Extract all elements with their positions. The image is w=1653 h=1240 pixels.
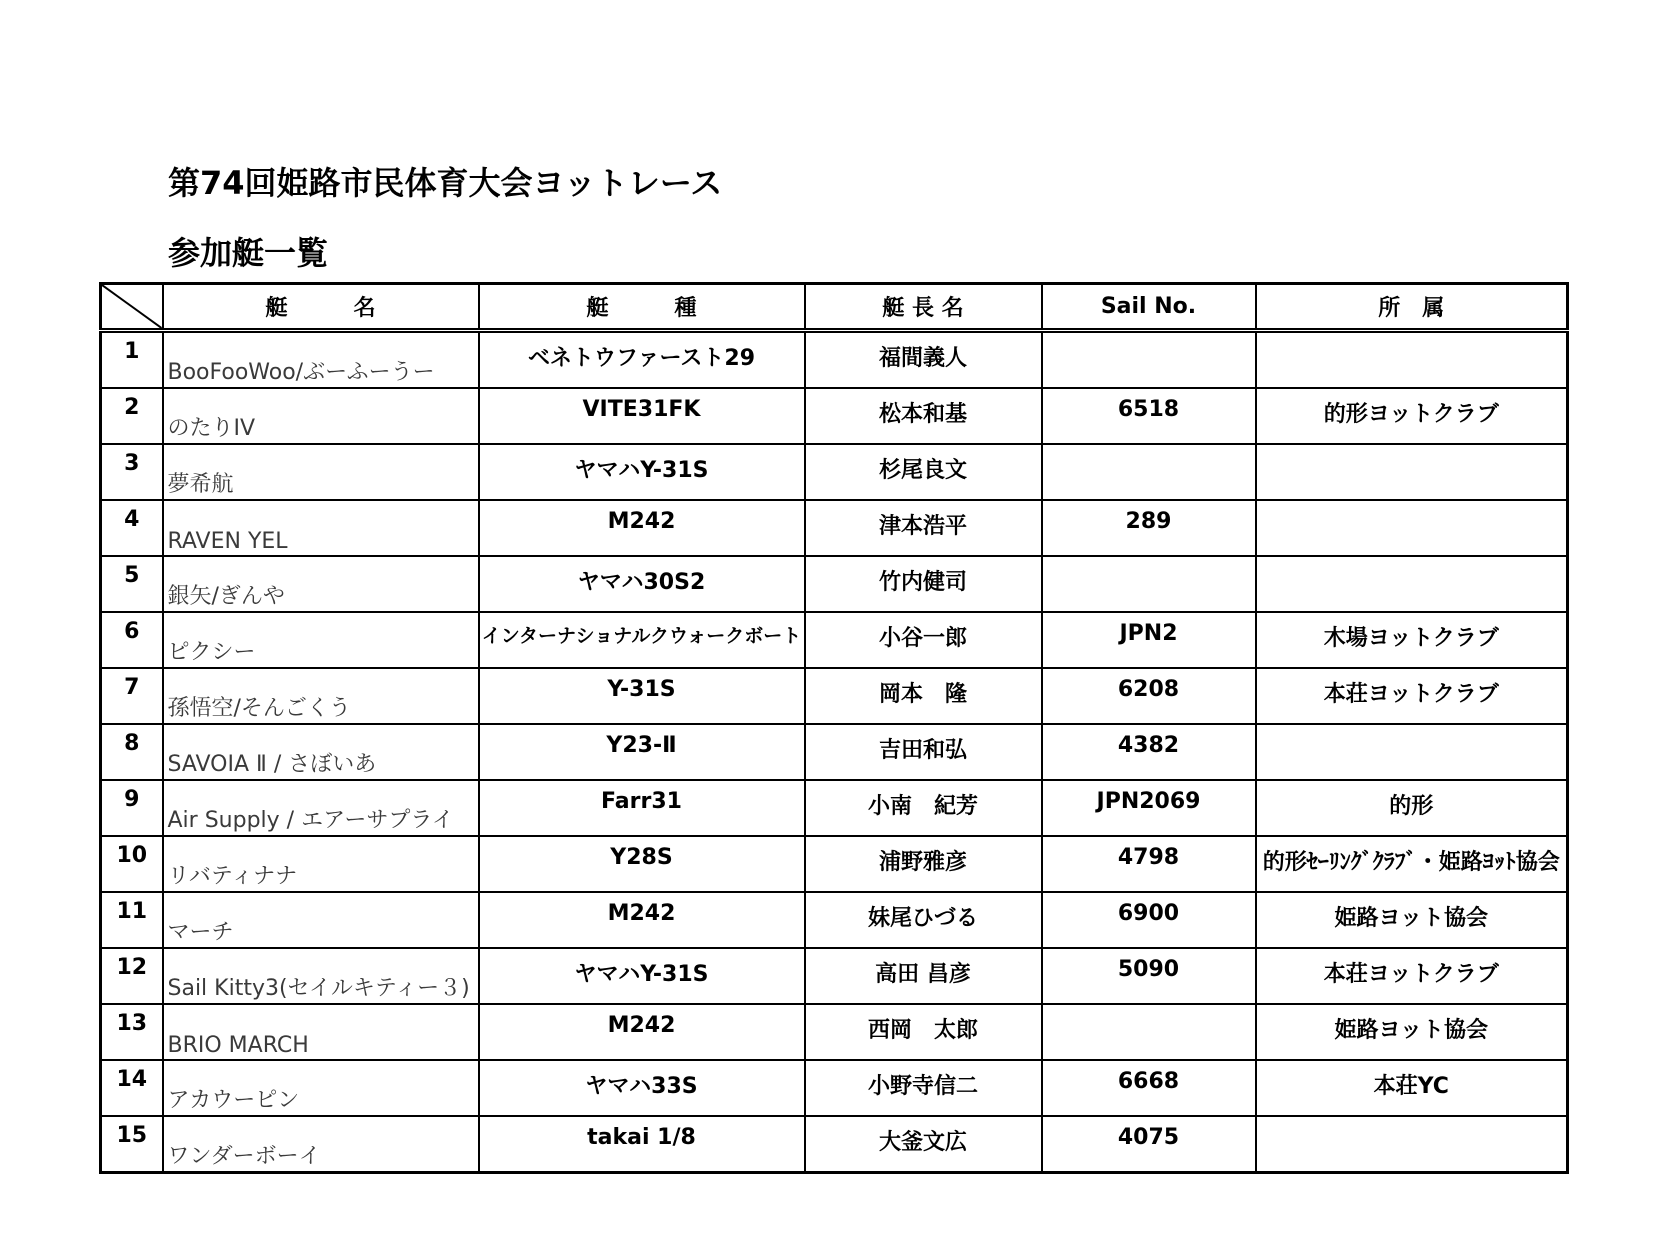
skipper-name: 高田 昌彦 [805, 948, 1042, 1004]
skipper-name: 杉尾良文 [805, 444, 1042, 500]
boat-name: BRIO MARCH [163, 1004, 479, 1060]
row-number: 1 [101, 331, 163, 389]
table-header-row [101, 284, 1568, 331]
club-name: 本荘ヨットクラブ [1256, 668, 1568, 724]
boat-type: VITE31FK [479, 388, 805, 444]
boat-name: アカウーピン [163, 1060, 479, 1116]
skipper-name: 竹内健司 [805, 556, 1042, 612]
table-row [101, 444, 1568, 500]
skipper-name: 浦野雅彦 [805, 836, 1042, 892]
sail-number [1042, 331, 1256, 389]
header-corner-cell [101, 284, 163, 331]
skipper-name: 福間義人 [805, 331, 1042, 389]
skipper-name: 小谷一郎 [805, 612, 1042, 668]
club-name: 的形ヨットクラブ [1256, 388, 1568, 444]
boat-name: 孫悟空/そんごくう [163, 668, 479, 724]
boat-type: Y-31S [479, 668, 805, 724]
boat-name: Air Supply / エアーサプライ [163, 780, 479, 836]
sail-number: JPN2069 [1042, 780, 1256, 836]
boat-type: ヤマハY-31S [479, 948, 805, 1004]
skipper-name: 小南 紀芳 [805, 780, 1042, 836]
boat-type: インターナショナルクウォークボート [479, 612, 805, 668]
table-row [101, 331, 1568, 389]
club-name: 姫路ヨット協会 [1256, 1004, 1568, 1060]
row-number: 14 [101, 1060, 163, 1116]
table-row [101, 948, 1568, 1004]
skipper-name: 妹尾ひづる [805, 892, 1042, 948]
row-number: 12 [101, 948, 163, 1004]
boat-name: リバティナナ [163, 836, 479, 892]
sail-number: 4382 [1042, 724, 1256, 780]
table-row [101, 724, 1568, 780]
table-row [101, 668, 1568, 724]
club-name: 本荘YC [1256, 1060, 1568, 1116]
boat-type: Y28S [479, 836, 805, 892]
boat-name: Sail Kitty3(セイルキティー３) [163, 948, 479, 1004]
club-name: 姫路ヨット協会 [1256, 892, 1568, 948]
skipper-name: 岡本 隆 [805, 668, 1042, 724]
skipper-name: 西岡 太郎 [805, 1004, 1042, 1060]
boat-name: SAVOIA Ⅱ / さぼいあ [163, 724, 479, 780]
row-number: 10 [101, 836, 163, 892]
table-row [101, 1116, 1568, 1173]
boat-name: ワンダーボーイ [163, 1116, 479, 1173]
club-name [1256, 331, 1568, 389]
entry-table [99, 282, 1569, 1174]
table-row [101, 892, 1568, 948]
sail-number: 5090 [1042, 948, 1256, 1004]
club-name: 的形 [1256, 780, 1568, 836]
club-name [1256, 556, 1568, 612]
page-subtitle: 参加艇一覧 [168, 234, 329, 272]
header-sail-no: Sail No. [1042, 284, 1256, 331]
row-number: 15 [101, 1116, 163, 1173]
row-number: 11 [101, 892, 163, 948]
skipper-name: 松本和基 [805, 388, 1042, 444]
sail-number: 4075 [1042, 1116, 1256, 1173]
row-number: 7 [101, 668, 163, 724]
club-name [1256, 444, 1568, 500]
row-number: 4 [101, 500, 163, 556]
club-name [1256, 500, 1568, 556]
sail-number [1042, 1004, 1256, 1060]
sail-number: 6900 [1042, 892, 1256, 948]
boat-type: ベネトウファースト29 [479, 331, 805, 389]
table-row [101, 612, 1568, 668]
row-number: 6 [101, 612, 163, 668]
row-number: 13 [101, 1004, 163, 1060]
club-name: 木場ヨットクラブ [1256, 612, 1568, 668]
club-name [1256, 1116, 1568, 1173]
club-name: 本荘ヨットクラブ [1256, 948, 1568, 1004]
boat-type: ヤマハ33S [479, 1060, 805, 1116]
boat-type: ヤマハY-31S [479, 444, 805, 500]
boat-type: Farr31 [479, 780, 805, 836]
sail-number: 6208 [1042, 668, 1256, 724]
boat-type: M242 [479, 892, 805, 948]
skipper-name: 吉田和弘 [805, 724, 1042, 780]
boat-type: Y23-Ⅱ [479, 724, 805, 780]
boat-name: RAVEN YEL [163, 500, 479, 556]
skipper-name: 小野寺信二 [805, 1060, 1042, 1116]
header-skipper: 艇 長 名 [805, 284, 1042, 331]
boat-type: ヤマハ30S2 [479, 556, 805, 612]
boat-name: ピクシー [163, 612, 479, 668]
header-boat-name: 艇 名 [163, 284, 479, 331]
sail-number [1042, 556, 1256, 612]
table-row [101, 836, 1568, 892]
boat-type: M242 [479, 1004, 805, 1060]
table-row [101, 780, 1568, 836]
boat-type: M242 [479, 500, 805, 556]
sail-number: 6518 [1042, 388, 1256, 444]
sail-number: 289 [1042, 500, 1256, 556]
boat-name: BooFooWoo/ぶーふーうー [163, 331, 479, 389]
skipper-name: 津本浩平 [805, 500, 1042, 556]
sail-number: JPN2 [1042, 612, 1256, 668]
boat-type: takai 1/8 [479, 1116, 805, 1173]
club-name: 的形ｾｰﾘﾝｸﾞｸﾗﾌﾞ・姫路ﾖｯﾄ協会 [1256, 836, 1568, 892]
row-number: 8 [101, 724, 163, 780]
row-number: 5 [101, 556, 163, 612]
diagonal-line [102, 285, 162, 328]
boat-name: 夢希航 [163, 444, 479, 500]
row-number: 9 [101, 780, 163, 836]
table-row [101, 1060, 1568, 1116]
header-boat-type: 艇 種 [479, 284, 805, 331]
boat-name: のたりIV [163, 388, 479, 444]
club-name [1256, 724, 1568, 780]
row-number: 2 [101, 388, 163, 444]
header-club: 所 属 [1256, 284, 1568, 331]
table-row [101, 500, 1568, 556]
sail-number [1042, 444, 1256, 500]
sail-number: 4798 [1042, 836, 1256, 892]
page-title: 第74回姫路市民体育大会ヨットレース [168, 164, 723, 202]
table-row [101, 1004, 1568, 1060]
table-row [101, 388, 1568, 444]
boat-name: マーチ [163, 892, 479, 948]
sail-number: 6668 [1042, 1060, 1256, 1116]
table-row [101, 556, 1568, 612]
skipper-name: 大釜文広 [805, 1116, 1042, 1173]
boat-name: 銀矢/ぎんや [163, 556, 479, 612]
row-number: 3 [101, 444, 163, 500]
